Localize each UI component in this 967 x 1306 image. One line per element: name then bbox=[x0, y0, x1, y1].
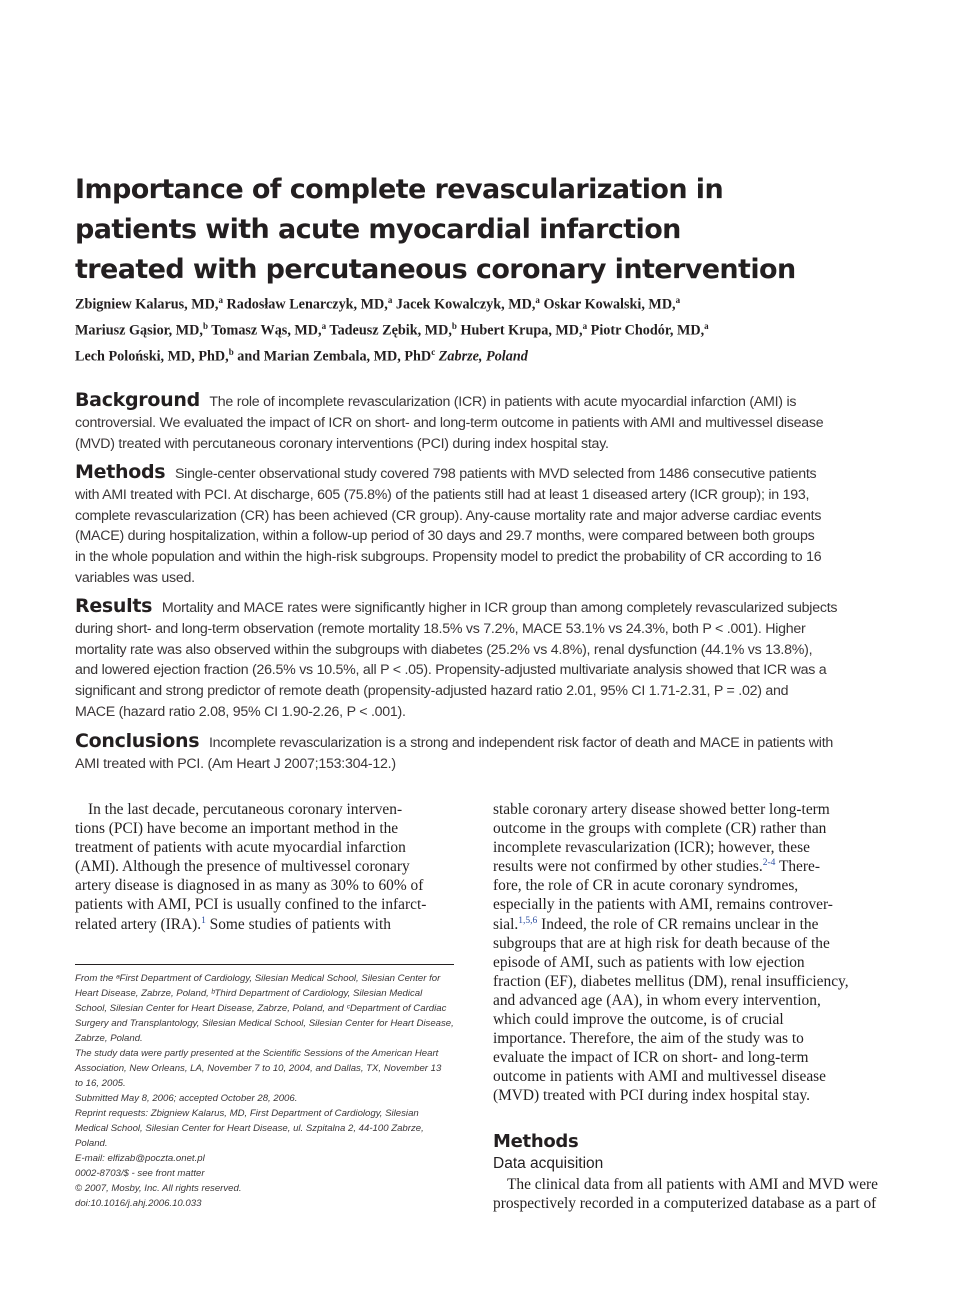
footnote-line: Surgery and Transplantology, Silesian Medical School, Silesian Center for Heart Disease, bbox=[75, 1018, 454, 1029]
body-line: (AMI). Although the presence of multivessel coronary bbox=[75, 858, 410, 876]
affiliation-mark: b bbox=[451, 321, 457, 332]
body-line: incomplete revascularization (ICR); however, these bbox=[493, 839, 810, 857]
subsection-title-data-acquisition: Data acquisition bbox=[493, 1155, 604, 1172]
affiliation-mark: b bbox=[202, 321, 208, 332]
author-line bbox=[75, 290, 895, 316]
abstract-line: controversial. We evaluated the impact of ICR on short- and long-term outcome in patients with AMI and multivessel disease bbox=[75, 414, 824, 431]
methods-body bbox=[493, 1175, 883, 1213]
abstract-line: (MACE) during hospitalization, within a follow-up period of 30 days and 29.7 months, were compared between both groups bbox=[75, 528, 815, 545]
affiliation-mark: a bbox=[582, 321, 588, 332]
affiliation-mark: a bbox=[704, 321, 709, 332]
body-line: results were not confirmed by other studies.$^{2-4}$ There- bbox=[493, 858, 820, 876]
body-line: fraction (EF), diabetes mellitus (DM), renal insufficiency, bbox=[493, 972, 849, 990]
footnote-divider bbox=[75, 964, 454, 965]
author: Lech Poloński, MD, PhD, bbox=[75, 349, 229, 366]
abstract-conclusions bbox=[75, 731, 881, 775]
footnote-line: 0002-8703/$ - see front matter bbox=[75, 1168, 205, 1179]
footnote-line: Medical School, Silesian Center for Heart Disease, ul. Szpitalna 2, 44-100 Zabrze, bbox=[75, 1123, 424, 1134]
author: Radosław Lenarczyk, MD, bbox=[226, 296, 388, 313]
author: Mariusz Gąsior, MD, bbox=[75, 322, 203, 339]
footnote-line: Poland. bbox=[75, 1138, 108, 1149]
author-line bbox=[75, 316, 895, 342]
footnote-email[interactable]: E-mail: elfizab@poczta.onet.pl bbox=[75, 1153, 205, 1164]
footnote-line: Submitted May 8, 2006; accepted October 28, 2006. bbox=[75, 1093, 298, 1104]
body-line: patients with AMI, PCI is usually confined to the infarct- bbox=[75, 896, 427, 914]
affiliation-mark: c bbox=[431, 347, 436, 358]
body-line: stable coronary artery disease showed better long-term bbox=[493, 801, 830, 818]
abstract-line: complete revascularization (CR) has been achieved (CR group). Any-cause mortality rate and major adverse cardiac events bbox=[75, 507, 822, 524]
body-line: sial.$^{1,5,6}$ Indeed, the role of CR remains unclear in the bbox=[493, 915, 819, 933]
abstract-line: Single-center observational study covered 798 patients with MVD selected from 1486 consecutive patients bbox=[174, 466, 817, 482]
affiliation-mark: a bbox=[321, 321, 327, 332]
author: Tomasz Wąs, MD, bbox=[211, 322, 322, 339]
body-line: outcome in patients with AMI and multivessel disease bbox=[493, 1068, 826, 1086]
footnote-line: From the ᵃFirst Department of Cardiology, Silesian Medical School, Silesian Center for bbox=[75, 973, 441, 984]
author-location: Zabrze, Poland bbox=[438, 349, 528, 366]
affiliation-mark: a bbox=[218, 295, 223, 305]
abstract-line: variables was used. bbox=[75, 569, 195, 586]
body-line: importance. Therefore, the aim of the study was to bbox=[493, 1030, 804, 1048]
section-heading: Background bbox=[75, 389, 200, 411]
citation-link[interactable]: 2-4 bbox=[762, 858, 776, 869]
author-line bbox=[75, 342, 895, 368]
body-line: which could improve the outcome, is of crucial bbox=[493, 1011, 784, 1029]
abstract-line: in the whole population and within the high-risk subgroups. Propensity model to predict the probability of CR according to 16 bbox=[75, 549, 822, 566]
section-title-methods: Methods bbox=[493, 1131, 579, 1152]
author: Oskar Kowalski, MD, bbox=[543, 296, 676, 313]
abstract-methods bbox=[75, 462, 881, 589]
body-line: artery disease is diagnosed in as many as 30% to 60% of bbox=[75, 877, 424, 895]
author: Jacek Kowalczyk, MD, bbox=[395, 296, 536, 313]
footnotes bbox=[75, 971, 460, 1211]
abstract-line: with AMI treated with PCI. At discharge, 605 (75.8%) of the patients still had at least 1 diseased artery (ICR group); in 193, bbox=[75, 486, 810, 503]
abstract-line: (MVD) treated with percutaneous coronary interventions (PCI) during index hospital stay. bbox=[75, 435, 609, 452]
body-line: treatment of patients with acute myocardial infarction bbox=[75, 839, 406, 857]
footnote-line: The study data were partly presented at the Scientific Sessions of the American Heart bbox=[75, 1048, 439, 1059]
footnote-line: Heart Disease, Zabrze, Poland, ᵇThird Department of Cardiology, Silesian Medical bbox=[75, 988, 423, 999]
body-line: In the last decade, percutaneous coronary interven- bbox=[88, 801, 403, 818]
abstract-background bbox=[75, 390, 881, 454]
footnote-line: © 2007, Mosby, Inc. All rights reserved. bbox=[75, 1183, 242, 1194]
abstract-line: MACE (hazard ratio 2.08, 95% CI 1.90-2.26, P < .001). bbox=[75, 703, 406, 720]
section-heading: Methods bbox=[75, 461, 166, 483]
abstract-line: during short- and long-term observation (remote mortality 18.5% vs 7.2%, MACE 53.1% vs 24.3%, both P < .001). Higher bbox=[75, 620, 806, 637]
body-line: especially in the patients with AMI, remains controver- bbox=[493, 896, 833, 914]
body-line: prospectively recorded in a computerized database as a part of bbox=[493, 1195, 877, 1213]
body-right-column bbox=[493, 800, 883, 1106]
abstract-line: and lowered ejection fraction (26.5% vs 10.5%, all P < .05). Propensity-adjusted multivariate analysis showed that ICR was a bbox=[75, 662, 827, 679]
article-title bbox=[75, 170, 875, 290]
title-line: Importance of complete revascularization in bbox=[75, 174, 724, 205]
title-line: patients with acute myocardial infarction bbox=[75, 214, 681, 245]
body-line: subgroups that are at high risk for death because of the bbox=[493, 934, 830, 952]
author: Zbigniew Kalarus, MD, bbox=[75, 296, 219, 313]
footnote-line: Zabrze, Poland. bbox=[75, 1033, 143, 1044]
footnote-line: School, Silesian Center for Heart Disease, Zabrze, Poland, and ᶜDepartment of Cardiac bbox=[75, 1003, 447, 1014]
footnote-line: Reprint requests: Zbigniew Kalarus, MD, First Department of Cardiology, Silesian bbox=[75, 1108, 419, 1119]
body-line: (MVD) treated with PCI during index hospital stay. bbox=[493, 1087, 811, 1105]
abstract-line: The role of incomplete revascularization (ICR) in patients with acute myocardial infarction (AMI) is bbox=[209, 394, 797, 410]
footnote-doi[interactable]: doi:10.1016/j.ahj.2006.10.033 bbox=[75, 1198, 202, 1209]
body-line: episode of AMI, such as patients with low ejection bbox=[493, 953, 805, 971]
body-line: and advanced age (AA), in whom every intervention, bbox=[493, 991, 821, 1009]
affiliation-mark: a bbox=[535, 295, 540, 305]
body-left-column bbox=[75, 800, 460, 934]
body-line: outcome in the groups with complete (CR) rather than bbox=[493, 820, 827, 838]
author: Hubert Krupa, MD, bbox=[460, 322, 583, 339]
affiliation-mark: a bbox=[675, 295, 681, 305]
author: and Marian Zembala, MD, PhD bbox=[237, 349, 432, 366]
body-line: evaluate the impact of ICR on short- and long-term bbox=[493, 1049, 809, 1067]
footnote-line: to 16, 2005. bbox=[75, 1078, 126, 1089]
body-line: The clinical data from all patients with AMI and MVD were bbox=[507, 1176, 878, 1193]
body-line: tions (PCI) have become an important method in the bbox=[75, 820, 399, 838]
title-line: treated with percutaneous coronary intervention bbox=[75, 254, 796, 285]
abstract-line: Mortality and MACE rates were significantly higher in ICR group than among completely revascularized subjects bbox=[161, 600, 838, 616]
section-heading: Results bbox=[75, 595, 153, 617]
abstract-line: Incomplete revascularization is a strong and independent risk factor of death and MACE in patients with bbox=[208, 735, 834, 751]
body-line: fore, the role of CR in acute coronary syndromes, bbox=[493, 877, 799, 895]
author: Piotr Chodór, MD, bbox=[590, 322, 705, 339]
affiliation-mark: b bbox=[228, 347, 234, 358]
body-line: related artery (IRA).$^1$ Some studies of patients with bbox=[75, 915, 391, 933]
author: Tadeusz Zębik, MD, bbox=[329, 322, 452, 339]
abstract-line: significant and strong predictor of remote death (propensity-adjusted hazard ratio 2.01, 95% CI 1.71-2.31, P = .02) and bbox=[75, 683, 789, 700]
author-list bbox=[75, 290, 895, 369]
abstract-line: AMI treated with PCI. (Am Heart J 2007;153:304-12.) bbox=[75, 755, 396, 772]
abstract-line: mortality rate was also observed within the subgroups with diabetes (25.2% vs 4.8%), renal dysfunction (44.1% vs 13.8%), bbox=[75, 641, 813, 658]
footnote-line: Association, New Orleans, LA, November 7 to 10, 2004, and Dallas, TX, November 13 bbox=[75, 1063, 442, 1074]
affiliation-mark: a bbox=[387, 295, 393, 305]
citation-link[interactable]: 1 bbox=[201, 915, 206, 926]
citation-link[interactable]: 1,5,6 bbox=[518, 915, 538, 926]
abstract-results bbox=[75, 596, 881, 723]
section-heading: Conclusions bbox=[75, 730, 200, 752]
